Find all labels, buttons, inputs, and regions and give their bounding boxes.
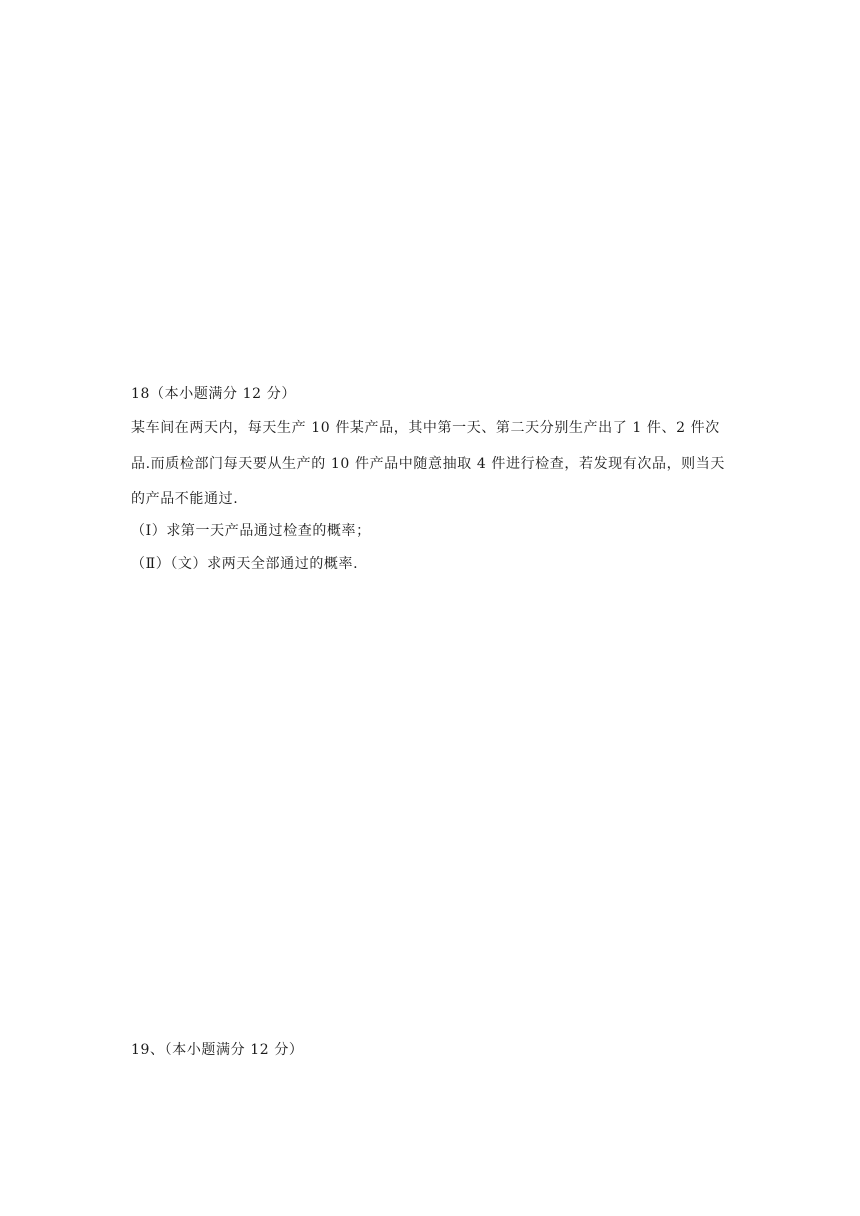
question-18-body-line-2: 品.而质检部门每天要从生产的 10 件产品中随意抽取 4 件进行检查，若发现有次品，则当天 xyxy=(131,456,725,472)
question-18-sub-question-1: （Ⅰ）求第一天产品通过检查的概率； xyxy=(131,523,371,539)
question-18-body-line-3: 的产品不能通过. xyxy=(131,491,239,507)
question-18-header: 18（本小题满分 12 分） xyxy=(131,386,296,402)
question-18-body-line-1: 某车间在两天内，每天生产 10 件某产品，其中第一天、第二天分别生产出了 1 件、2 件次 xyxy=(131,420,720,436)
question-19-header: 19、（本小题满分 12 分） xyxy=(131,1042,304,1058)
question-18-sub-question-2: （Ⅱ）（文）求两天全部通过的概率. xyxy=(131,556,359,572)
